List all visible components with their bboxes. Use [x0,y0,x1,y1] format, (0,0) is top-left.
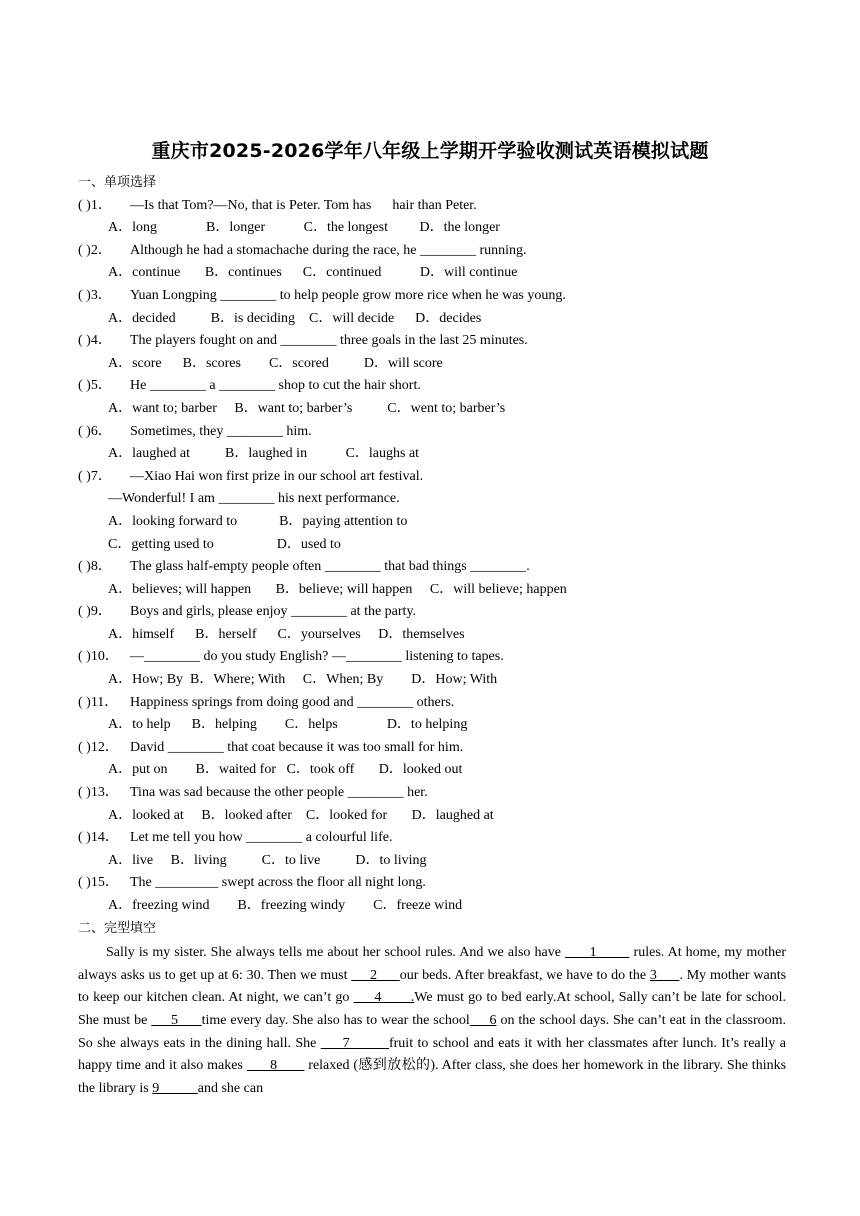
question-number: ( )12． [78,739,119,755]
answer-options: A．decided B．is deciding C．will decide D．decides [108,310,482,326]
section-heading-cloze: 二、完型填空 [78,920,157,936]
question-text: Sometimes, they ________ him. [130,423,312,439]
question-stem [78,285,786,308]
question-stem [78,240,786,263]
answer-options: A．laughed at B．laughed in C．laughs at [108,446,420,462]
passage-text: rules. At home, my mother always asks us to get up at 6: 30. Then we must [78,945,787,983]
question-number: ( )15． [78,875,119,891]
blank-4: 4 . [353,990,415,1006]
answer-options: A．to help B．helping C．helps D．to helping [108,717,468,733]
answer-options: A．live B．living C．to live D．to living [108,852,427,868]
blank-3: 3 [649,967,680,983]
blank-2: 2 [351,967,400,983]
question-number: ( )3． [78,287,112,303]
answer-options: A．score B．scores C．scored D．will score [108,355,443,371]
question-text: —Is that Tom?—No, that is Peter. Tom has hair than Peter. [130,197,477,213]
question-stem [78,466,786,489]
question-stem [78,421,786,444]
blank-7: 7 [320,1035,389,1051]
question-number: ( )9． [78,604,112,620]
question-text: The players fought on and ________ three goals in the last 25 minutes. [130,333,528,349]
question-number: ( )4． [78,333,112,349]
question-stem [78,737,786,760]
question-number: ( )13． [78,785,119,801]
question-number: ( )7． [78,468,112,484]
passage-text: time every day. She also has to wear the school [201,1012,470,1028]
question-stem [78,330,786,353]
question-stem [78,782,786,805]
exam-title: 重庆市2025-2026学年八年级上学期开学验收测试英语模拟试题 [151,140,709,162]
question-stem [78,827,786,850]
answer-options: A．put on B．waited for C．took off D．looked out [108,762,463,778]
passage-text: on the school days. She can’t eat in the classroom. So she always eats in the dining hall. She [78,1012,787,1051]
question-text: Although he had a stomachache during the race, he ________ running. [130,242,527,258]
question-number: ( )10． [78,649,119,665]
answer-options: A．looking forward to B．paying attention to [108,513,408,529]
question-number: ( )11． [78,694,119,710]
passage-text: fruit to school and eats it with her classmates after lunch. It’s really a happy time and it also makes [78,1035,787,1074]
question-stem [78,692,786,715]
blank-9: 9 [152,1080,198,1096]
question-number: ( )6． [78,423,112,439]
question-stem [78,601,786,624]
passage-text: Sally is my sister. She always tells me about her school rules. And we also have [106,945,561,961]
question-text: Tina was sad because the other people ________ her. [130,785,428,801]
blank-1: 1 [565,945,630,961]
question-number: ( )8． [78,559,112,575]
cloze-passage [78,942,786,1100]
exam-content [78,172,786,1100]
answer-options: A．looked at B．looked after C．looked for D．laughed at [108,807,494,823]
question-number: ( )1． [78,197,112,213]
blank-5: 5 [151,1012,202,1028]
question-text: Boys and girls, please enjoy ________ at the party. [130,604,417,620]
question-text: He ________ a ________ shop to cut the hair short. [130,378,421,394]
passage-text: our beds. After breakfast, we have to do the [399,967,647,983]
question-stem [78,556,786,579]
passage-text: and she can [197,1080,264,1096]
passage-text: relaxed (感到放松的). After class, she does her homework in the library. She thinks the library is [78,1058,787,1096]
question-text: —________ do you study English? —________ listening to tapes. [130,649,504,665]
answer-options: A．How; By B．Where; With C．When; By D．How; With [108,672,498,688]
question-text: Let me tell you how ________ a colourful life. [130,830,393,846]
answer-options: A．continue B．continues C．continued D．will continue [108,265,518,281]
answer-options: A．himself B．herself C．yourselves D．themselves [108,626,465,642]
question-continuation: —Wonderful! I am ________ his next performance. [108,491,400,507]
answer-options: A．long B．longer C．the longest D．the longer [108,220,500,236]
question-number: ( )5． [78,378,112,394]
answer-options: A．want to; barber B．want to; barber’s C．went to; barber’s [108,400,506,416]
passage-text: We must go to bed early.At school, Sally can’t be late for school. She must be [78,990,787,1028]
answer-options: A．freezing wind B．freezing windy C．freeze wind [108,898,463,913]
question-stem [78,375,786,398]
question-text: The _________ swept across the floor all night long. [130,875,426,891]
question-stem [78,646,786,669]
answer-options: A．believes; will happen B．believe; will happen C．will believe; happen [108,581,567,597]
blank-8: 8 [246,1058,305,1074]
question-text: Happiness springs from doing good and ________ others. [130,694,455,710]
question-text: Yuan Longping ________ to help people grow more rice when he was young. [130,287,566,303]
question-text: David ________ that coat because it was too small for him. [130,739,464,755]
question-stem [78,195,786,218]
section-heading-multiple-choice: 一、单项选择 [78,175,157,190]
question-number: ( )2． [78,242,112,258]
question-list [78,195,786,918]
answer-options: C．getting used to D．used to [108,536,341,552]
question-stem [78,872,786,895]
question-text: —Xiao Hai won first prize in our school art festival. [130,468,424,484]
question-number: ( )14． [78,830,119,846]
question-text: The glass half-empty people often ________ that bad things ________. [130,559,530,575]
blank-6: 6 [469,1012,497,1028]
passage-text: . My mother wants to keep our kitchen clean. At night, we can’t go [78,967,787,1006]
